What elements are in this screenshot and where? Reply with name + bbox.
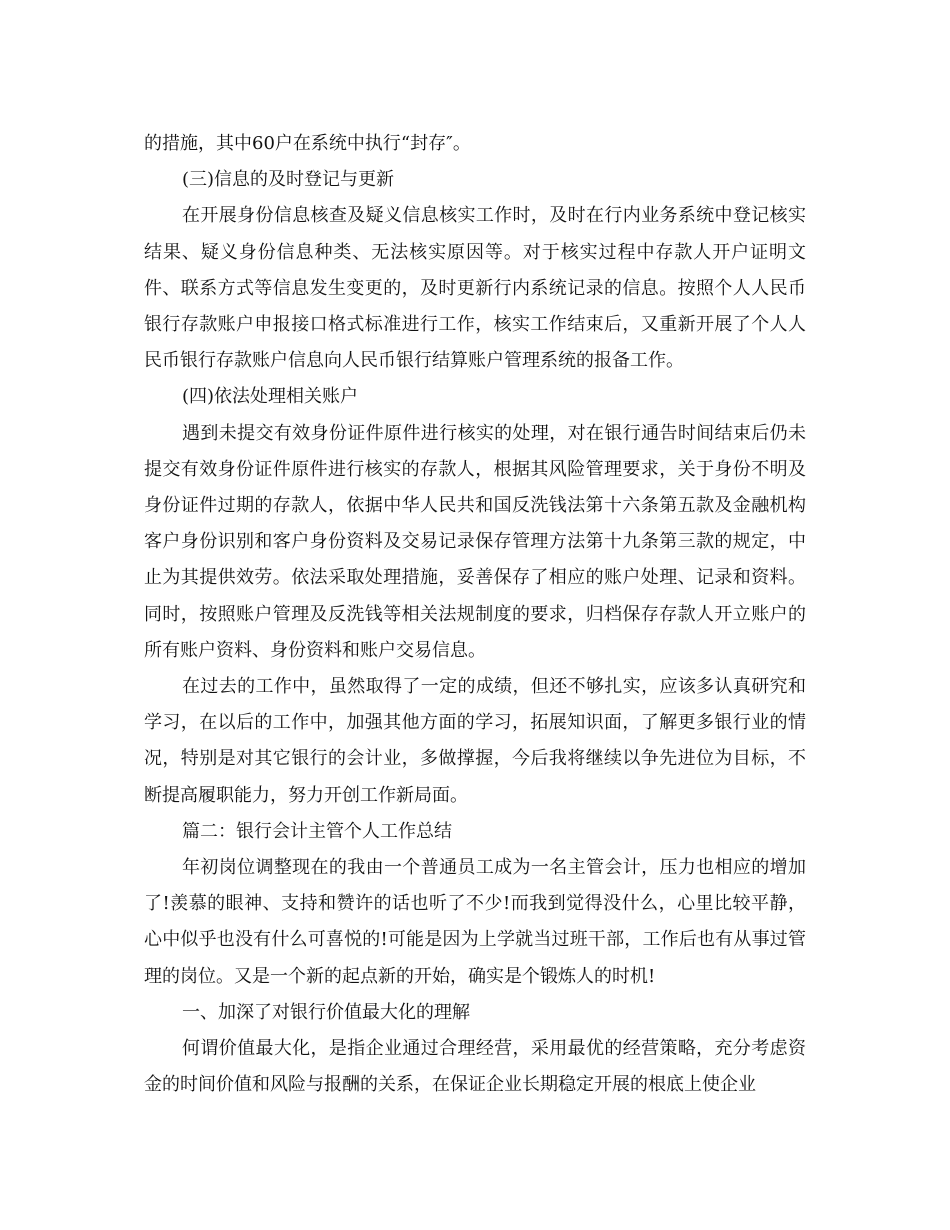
section-heading-1: 一、加深了对银行价值最大化的理解: [182, 1001, 470, 1023]
paragraph-continuation: 的措施，其中60户在系统中执行“封存″。: [144, 133, 471, 154]
section-heading-3: (三)信息的及时登记与更新: [182, 169, 395, 191]
article-heading-2: 篇二：银行会计主管个人工作总结: [182, 820, 452, 842]
paragraph-position-change: 年初岗位调整现在的我由一个普通员工成为一名主管会计，压力也相应的增加了!羡慕的眼神、支持和赞许的话也听了不少!而我到觉得没什么，心里比较平静，心中似乎也没有什么可喜悦的!可能是因为上学就当过班干部，工作后也有从事过管理的岗位。又是一个新的起点新的开始，确实是个锻炼人的时机!: [144, 857, 806, 987]
section-heading-4: (四)依法处理相关账户: [182, 386, 359, 408]
paragraph-account-handling: 遇到未提交有效身份证件原件进行核实的处理，对在银行通告时间结束后仍未提交有效身份证件原件进行核实的存款人，根据其风险管理要求，关于身份不明及身份证件过期的存款人，依据中华人民共和国反洗钱法第十六条第五款及金融机构客户身份识别和客户身份资料及交易记录保存管理方法第十九条第三款的规定，中止为其提供效劳。依法采取处理措施，妥善保存了相应的账户处理、记录和资料。同时，按照账户管理及反洗钱等相关法规制度的要求，归档保存存款人开立账户的所有账户资料、身份资料和账户交易信息。: [144, 422, 806, 661]
paragraph-value-maximization: 何谓价值最大化，是指企业通过合理经营，采用最优的经营策略，充分考虑资金的时间价值和风险与报酬的关系，在保证企业长期稳定开展的根底上使企业: [144, 1038, 806, 1096]
paragraph-past-work: 在过去的工作中，虽然取得了一定的成绩，但还不够扎实，应该多认真研究和学习，在以后的工作中，加强其他方面的学习，拓展知识面，了解更多银行业的情况，特别是对其它银行的会计业，多做撑握，今后我将继续以争先进位为目标，不断提高履职能力，努力开创工作新局面。: [144, 676, 806, 806]
paragraph-info-registration: 在开展身份信息核查及疑义信息核实工作时，及时在行内业务系统中登记核实结果、疑义身份信息种类、无法核实原因等。对于核实过程中存款人开户证明文件、联系方式等信息发生变更的，及时更新行内系统记录的信息。按照个人人民币银行存款账户申报接口格式标准进行工作，核实工作结束后，又重新开展了个人人民币银行存款账户信息向人民币银行结算账户管理系统的报备工作。: [144, 205, 806, 372]
document-body: [144, 126, 806, 1103]
